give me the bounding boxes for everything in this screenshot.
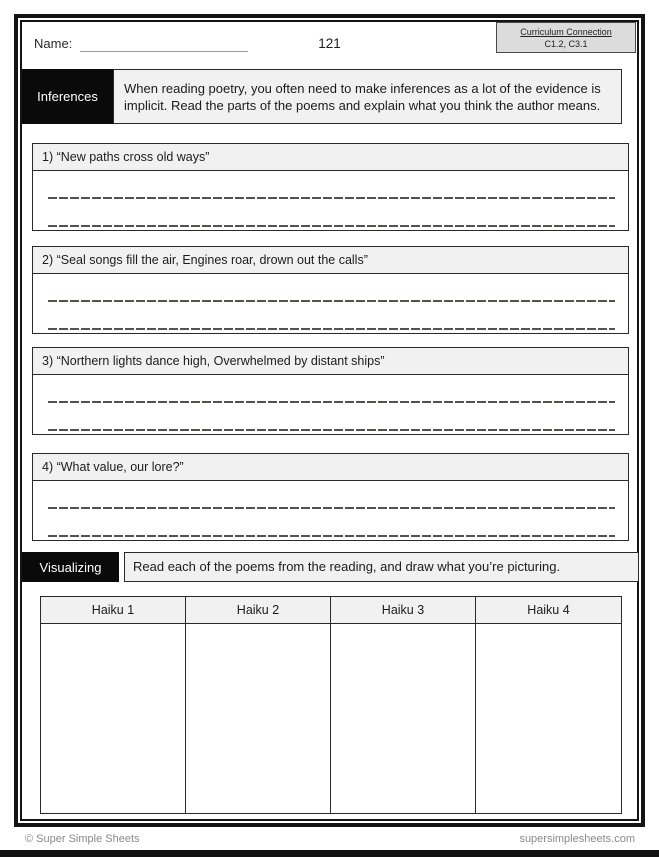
curriculum-connection-title: Curriculum Connection (520, 27, 612, 37)
question-4-answer-area (33, 481, 628, 540)
question-2-prompt: 2) “Seal songs fill the air, Engines roar, drown out the calls” (33, 247, 628, 274)
name-label: Name: (34, 36, 73, 51)
curriculum-connection-codes: C1.2, C3.1 (544, 39, 588, 50)
inferences-instructions: When reading poetry, you often need to make inferences as a lot of the evidence is implicit. Read the parts of the poems and explain what you think the author means. (113, 69, 622, 124)
visualizing-section-header (22, 552, 639, 582)
haiku-drawing-table (40, 596, 622, 814)
website-text: supersimplesheets.com (519, 833, 635, 845)
bottom-edge-bar (0, 850, 659, 857)
question-box-3 (32, 347, 629, 435)
haiku-1-column-header: Haiku 1 (41, 597, 186, 624)
question-1-prompt: 1) “New paths cross old ways” (33, 144, 628, 171)
question-box-1 (32, 143, 629, 231)
answer-line[interactable] (48, 197, 615, 199)
haiku-4-column-header: Haiku 4 (476, 597, 621, 624)
page-number: 121 (318, 36, 341, 51)
visualizing-section-label: Visualizing (22, 552, 119, 582)
haiku-1-drawing-cell[interactable] (41, 624, 186, 813)
question-box-4 (32, 453, 629, 541)
question-2-answer-area (33, 274, 628, 333)
haiku-3-column-header: Haiku 3 (331, 597, 476, 624)
haiku-2-column-header: Haiku 2 (186, 597, 331, 624)
worksheet-page (20, 20, 639, 821)
name-fill-in-line[interactable] (80, 51, 248, 52)
haiku-2-drawing-cell[interactable] (186, 624, 331, 813)
haiku-3-drawing-cell[interactable] (331, 624, 476, 813)
answer-line[interactable] (48, 429, 615, 431)
answer-line[interactable] (48, 225, 615, 227)
inferences-section-label: Inferences (22, 69, 113, 124)
answer-line[interactable] (48, 328, 615, 330)
haiku-4-drawing-cell[interactable] (476, 624, 621, 813)
answer-line[interactable] (48, 401, 615, 403)
inferences-section-header (22, 69, 622, 124)
question-3-prompt: 3) “Northern lights dance high, Overwhelmed by distant ships” (33, 348, 628, 375)
answer-line[interactable] (48, 535, 615, 537)
visualizing-instructions: Read each of the poems from the reading, and draw what you’re picturing. (124, 552, 639, 582)
answer-line[interactable] (48, 507, 615, 509)
copyright-text: © Super Simple Sheets (25, 833, 140, 845)
worksheet-page-frame (14, 14, 645, 827)
question-1-answer-area (33, 171, 628, 230)
question-box-2 (32, 246, 629, 334)
answer-line[interactable] (48, 300, 615, 302)
curriculum-connection-box (496, 22, 636, 53)
question-3-answer-area (33, 375, 628, 434)
header-row (22, 22, 637, 66)
question-4-prompt: 4) “What value, our lore?” (33, 454, 628, 481)
